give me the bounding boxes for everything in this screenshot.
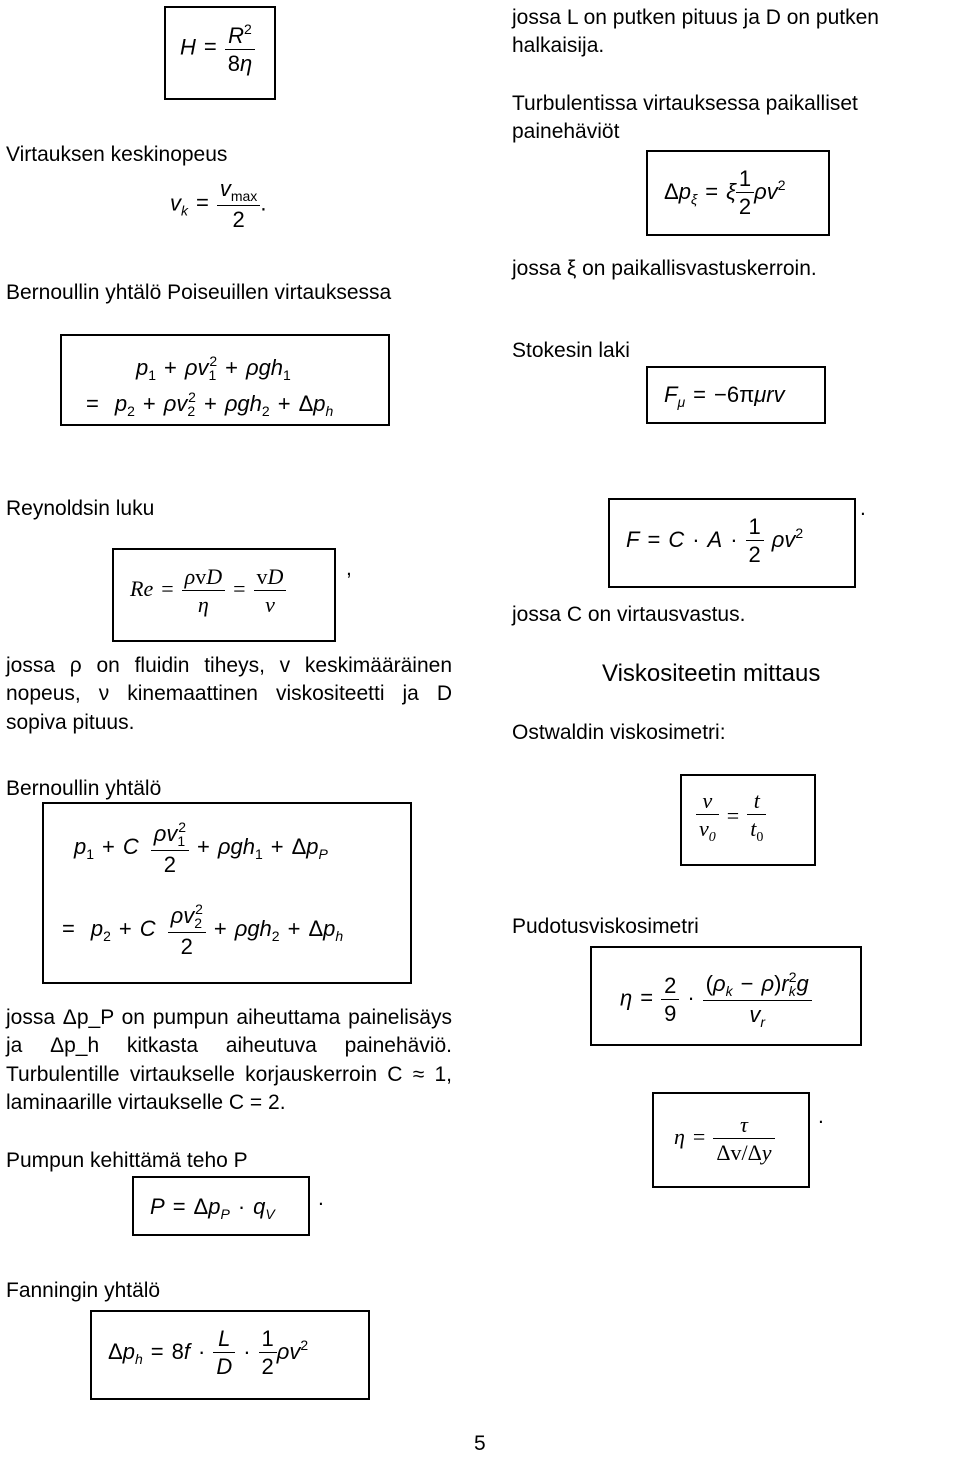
bernoulli-pump-box (42, 802, 412, 984)
falling-ball-box (590, 946, 862, 1046)
falling-ball-label: Pudotusviskosimetri (512, 915, 699, 938)
falling-ball-formula: η = $\frac{2}{9}$ · $\frac{(\rho_k - \rho)r_k^2g}{v_r}$ (620, 970, 812, 1029)
pipe-description: jossa L on putken pituus ja D on putken halkaisija. (512, 6, 879, 58)
bernoulli-pump-line1: $p_1 + C$ $\frac{\rho v_1^2}{2}$ + $\rho gh_1 + \Delta p_P$ (74, 819, 328, 877)
shear-viscosity-box (652, 1092, 810, 1188)
pump-power-formula: $P = \Delta p_P \cdot q_V$ (150, 1194, 275, 1222)
shear-viscosity-formula: η = $\frac{\tau}{\Delta v/\Delta y}$ (674, 1114, 775, 1164)
stokes-formula: $F_\mu = -6\pi\mu rv$ (664, 382, 785, 410)
turbulent-description: Turbulentissa virtauksessa paikalliset painehäviöt (512, 92, 858, 144)
keskinopeus-label: Virtauksen keskinopeus (6, 143, 228, 166)
fanning-box (90, 1310, 370, 1400)
local-loss-box (646, 150, 830, 236)
ostwald-formula: $\frac{\nu}{\nu_0}$ = $\frac{t}{t_0}$ (696, 790, 766, 845)
ostwald-label: Ostwaldin viskosimetri: (512, 721, 726, 744)
bernoulli-poiseuille-line1: $p_1 + \rho v_1^2 + \rho gh_1$ (136, 353, 291, 383)
drag-force-box (608, 498, 856, 588)
mean-velocity-formula: $v_k$ = $\frac{v_{max}}{2}$ . (170, 176, 267, 232)
stokes-label: Stokesin laki (512, 339, 630, 362)
reynolds-description: jossa ρ on fluidin tiheys, v keskimääräinen nopeus, ν kinemaattinen viskositeetti ja D sopiva pituus. (6, 654, 452, 734)
local-loss-formula: $\Delta p_\xi = \xi$ $\frac{1}{2}$ $\rho v^2$ (664, 166, 786, 219)
pump-power-label: Pumpun kehittämä teho P (6, 1149, 248, 1172)
page-number: 5 (474, 1432, 486, 1455)
bernoulli-label: Bernoullin yhtälö (6, 777, 162, 800)
reynolds-label: Reynoldsin luku (6, 497, 155, 520)
stokes-box (646, 366, 826, 424)
hagen-constant-box (164, 6, 276, 100)
pump-power-period: . (318, 1187, 324, 1210)
reynolds-formula: Re = $\frac{\text{ρvD}}{\eta}$ = $\frac{vD}{\nu}$ (130, 566, 286, 616)
drag-description: jossa C on virtausvastus. (512, 603, 746, 626)
drag-force-formula: F = C · A · $\frac{1}{2}$ $\rho v^2$ (626, 514, 804, 567)
reynolds-comma: , (346, 557, 352, 580)
reynolds-box (112, 548, 336, 642)
bernoulli-poiseuille-box (60, 334, 390, 426)
bernoulli-pump-line2: = $p_2 + C$ $\frac{\rho v_2^2}{2}$ + $\rho gh_2 + \Delta p_h$ (62, 901, 344, 959)
pump-power-box (132, 1176, 310, 1236)
ostwald-box (680, 774, 816, 866)
bernoulli-poiseuille-line2: = $p_2 + \rho v_2^2 + \rho gh_2 + \Delta p_h$ (86, 389, 334, 419)
xi-description: jossa ξ on paikallisvastuskerroin. (512, 257, 817, 280)
hagen-constant-formula: H = $\frac{R^2}{8\eta}$ (180, 22, 255, 75)
fanning-formula: $\Delta p_h = 8f$ · $\frac{L}{D}$ · $\frac{1}{2}$ $\rho v^2$ (108, 1326, 309, 1379)
pump-description: jossa Δp_P on pumpun aiheuttama painelisäys ja Δp_h kitkasta aiheutuva painehäviö. Turbulentille virtaukselle korjauskerroin C ≈ 1, laminaarille virtaukselle C = 2. (6, 1006, 452, 1115)
bernoulli-poiseuille-label: Bernoullin yhtälö Poiseuillen virtauksessa (6, 281, 392, 304)
viscosity-heading: Viskositeetin mittaus (602, 660, 821, 687)
drag-force-period: . (860, 497, 866, 520)
fanning-label: Fanningin yhtälö (6, 1279, 161, 1302)
shear-viscosity-period: . (818, 1105, 824, 1128)
